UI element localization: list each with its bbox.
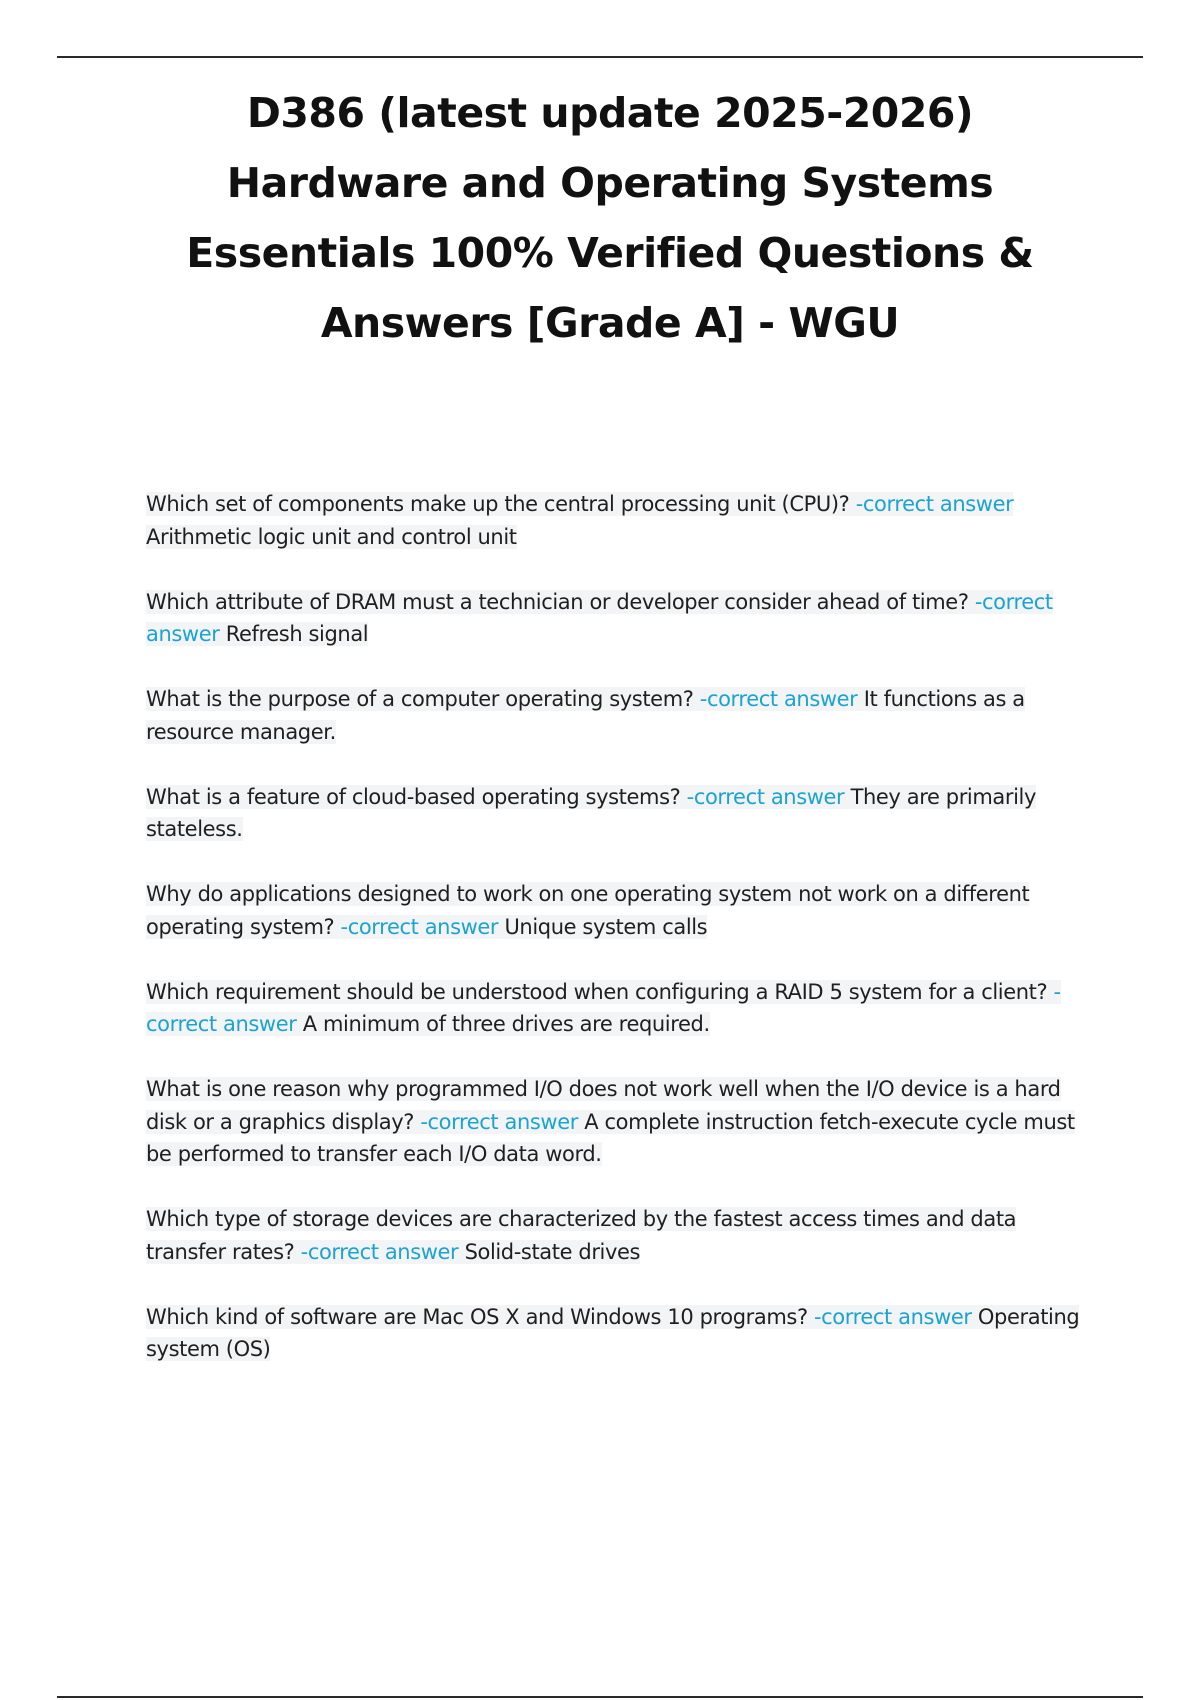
correct-answer-label: -correct answer (420, 1109, 578, 1134)
qa-item (146, 1203, 1086, 1268)
document-title: D386 (latest update 2025-2026) Hardware and Operating Systems Essentials 100% Verified Questions & Answers [Grade A] - WGU (186, 89, 1034, 347)
answer-text: A minimum of three drives are required. (302, 1012, 710, 1036)
answer-text: Refresh signal (225, 622, 369, 646)
qa-item (146, 488, 1086, 553)
qa-item (146, 976, 1086, 1041)
question-text: What is a feature of cloud-based operating systems? (146, 784, 681, 809)
correct-answer-label: -correct answer (146, 979, 1061, 1036)
top-rule (57, 56, 1143, 58)
answer-text: Operating system (OS) (146, 1304, 1080, 1361)
answer-text: Unique system calls (504, 914, 708, 939)
qa-item (146, 781, 1086, 846)
answer-text: It functions as a resource manager. (146, 687, 1025, 744)
qa-list (146, 488, 1086, 1398)
question-text: Which requirement should be understood when configuring a RAID 5 system for a client? (146, 979, 1048, 1004)
qa-item (146, 586, 1086, 651)
answer-text: Arithmetic logic unit and control unit (146, 524, 517, 549)
question-text: Why do applications designed to work on one operating system not work on a different operating system? (146, 882, 1030, 939)
qa-item (146, 683, 1086, 748)
answer-text: Solid-state drives (464, 1239, 641, 1264)
correct-answer-label: -correct answer (300, 1239, 459, 1264)
correct-answer-label: -correct answer (855, 492, 1014, 516)
correct-answer-label: -correct answer (340, 914, 499, 939)
qa-item (146, 878, 1086, 943)
question-text: What is the purpose of a computer operating system? (146, 687, 694, 711)
question-text: Which type of storage devices are characterized by the fastest access times and data transfer rates? (146, 1207, 1017, 1264)
question-text: Which kind of software are Mac OS X and Windows 10 programs? (146, 1304, 808, 1329)
qa-item (146, 1073, 1086, 1171)
correct-answer-label: -correct answer (686, 784, 845, 809)
answer-text: A complete instruction fetch-execute cycle must be performed to transfer each I/O data word. (146, 1109, 1075, 1166)
question-text: Which set of components make up the central processing unit (CPU)? (146, 492, 850, 516)
qa-item (146, 1301, 1086, 1366)
question-text: Which attribute of DRAM must a technician or developer consider ahead of time? (146, 589, 969, 614)
correct-answer-label: -correct answer (813, 1304, 972, 1329)
correct-answer-label: -correct answer (146, 589, 1053, 646)
correct-answer-label: -correct answer (699, 687, 858, 711)
question-text: What is one reason why programmed I/O does not work well when the I/O device is a hard disk or a graphics display? (146, 1077, 1061, 1134)
bottom-rule (57, 1696, 1143, 1698)
answer-text: They are primarily stateless. (146, 784, 1037, 841)
